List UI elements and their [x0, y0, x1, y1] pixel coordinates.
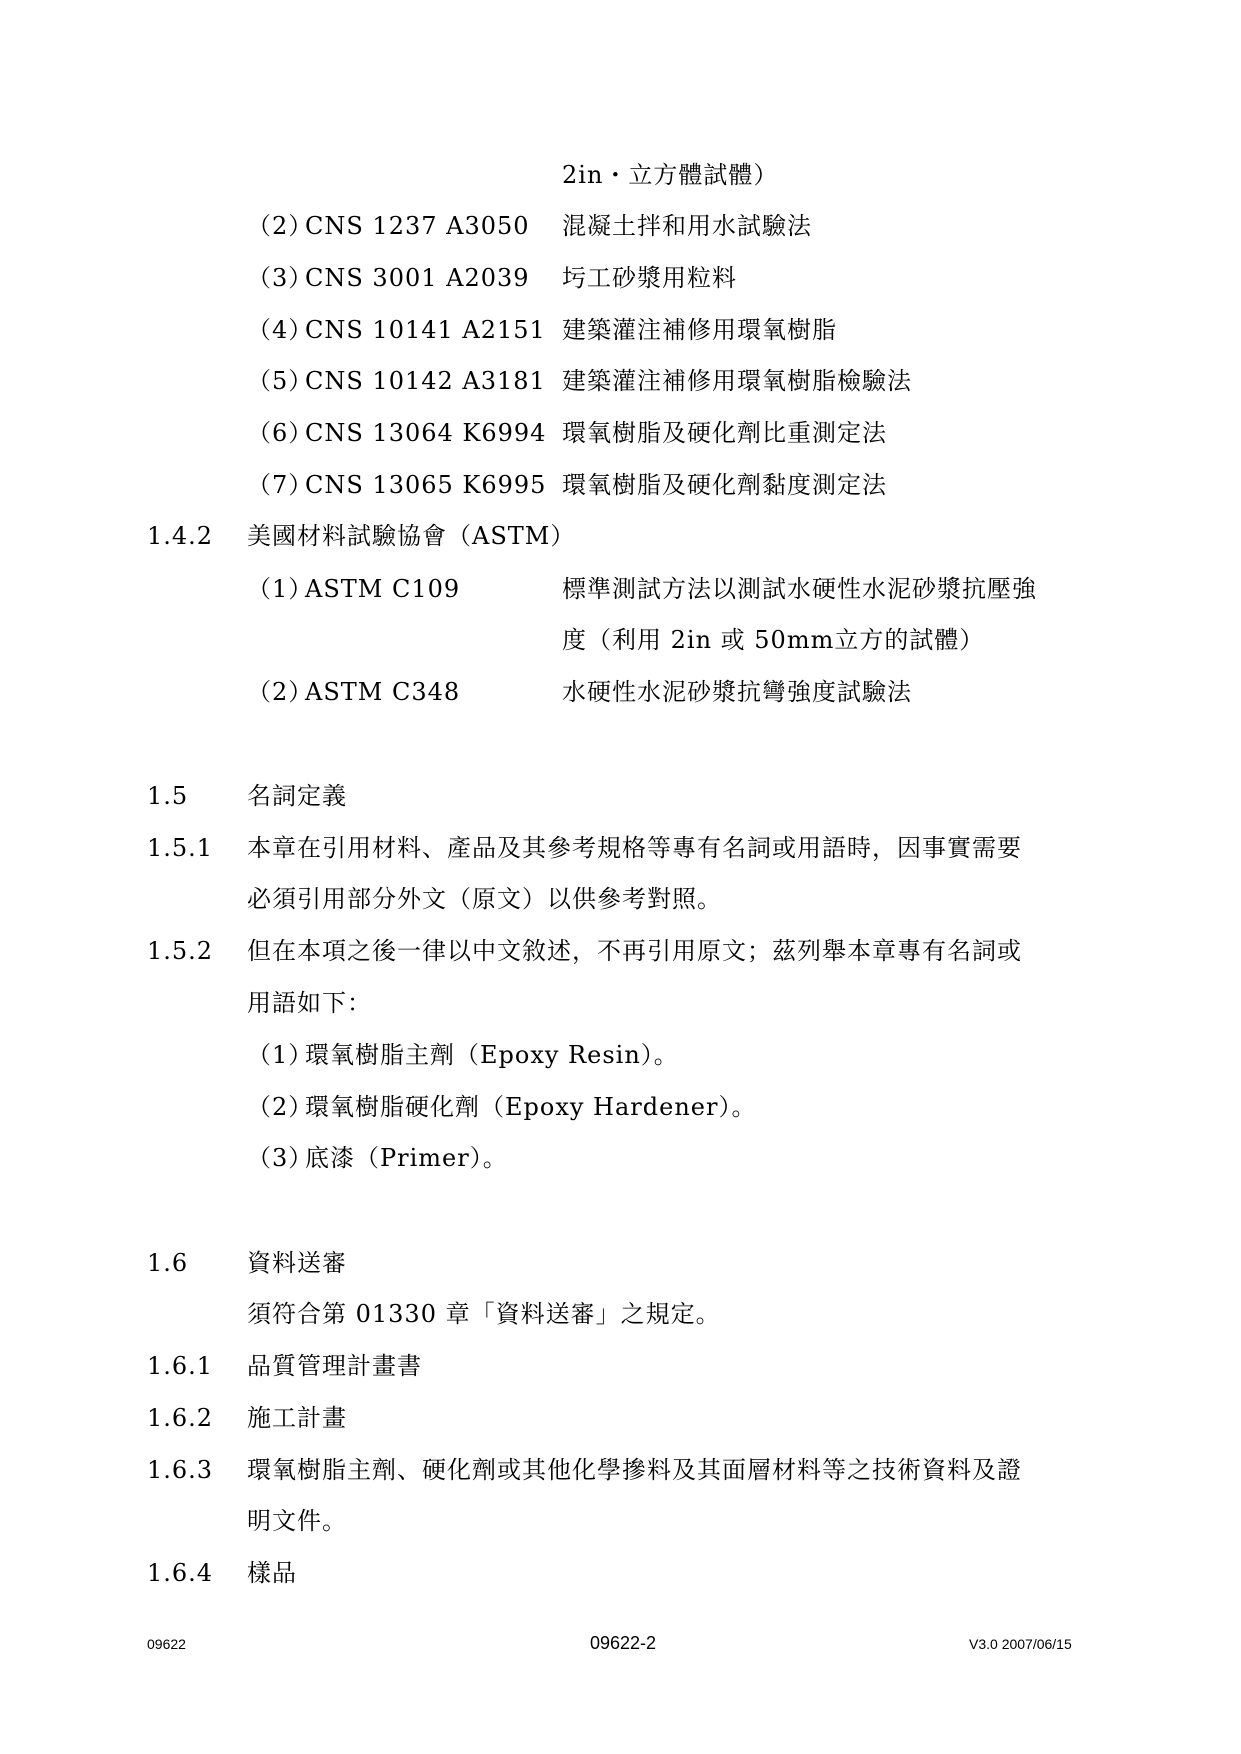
astm-item-code: ASTM C348 — [305, 678, 461, 706]
footer-doc-code: 09622 — [147, 1636, 186, 1652]
paragraph-line: 本章在引用材料、產品及其參考規格等專有名詞或用語時，因事實需要 — [247, 834, 1022, 862]
cns-item-num: （2） — [247, 212, 314, 240]
cns-item-code: CNS 3001 A2039 — [305, 264, 530, 292]
section-number: 1.6.1 — [147, 1352, 214, 1380]
section-number: 1.6.2 — [147, 1404, 214, 1432]
term-text: 底漆（Primer）。 — [305, 1144, 508, 1172]
term-num: （1） — [247, 1041, 314, 1069]
term-text: 環氧樹脂主劑（Epoxy Resin）。 — [305, 1041, 679, 1069]
term-num: （2） — [247, 1093, 314, 1121]
paragraph-line: 須符合第 01330 章「資料送審」之規定。 — [247, 1300, 721, 1328]
paragraph-line: 必須引用部分外文（原文）以供參考對照。 — [247, 885, 722, 913]
cns-item-desc: 建築灌注補修用環氧樹脂檢驗法 — [562, 367, 912, 395]
cns-item-num: （6） — [247, 419, 314, 447]
section-number: 1.6.3 — [147, 1456, 214, 1484]
section-title: 品質管理計畫書 — [247, 1352, 422, 1380]
cns-item-code: CNS 10142 A3181 — [305, 367, 546, 395]
cns-item-num: （5） — [247, 367, 314, 395]
section-title: 美國材料試驗協會（ASTM） — [247, 522, 576, 550]
footer-version: V3.0 2007/06/15 — [969, 1636, 1072, 1652]
cns-item-code: CNS 13064 K6994 — [305, 419, 547, 447]
section-number: 1.5.2 — [147, 937, 214, 965]
section-title: 施工計畫 — [247, 1404, 347, 1432]
astm-item-code: ASTM C109 — [305, 575, 461, 603]
astm-item-num: （2） — [247, 678, 314, 706]
section-number: 1.5 — [147, 782, 189, 810]
cns-item-desc: 混凝土拌和用水試驗法 — [562, 212, 812, 240]
cns-item-desc: 環氧樹脂及硬化劑比重測定法 — [562, 419, 887, 447]
astm-item-num: （1） — [247, 575, 314, 603]
paragraph-line: 明文件。 — [247, 1507, 347, 1535]
term-text: 環氧樹脂硬化劑（Epoxy Hardener）。 — [305, 1093, 757, 1121]
cns-item-num: （3） — [247, 264, 314, 292]
section-number: 1.6.4 — [147, 1559, 214, 1587]
section-number: 1.4.2 — [147, 522, 214, 550]
cns-item-code: CNS 10141 A2151 — [305, 316, 546, 344]
section-title: 樣品 — [247, 1559, 297, 1587]
paragraph-line: 環氧樹脂主劑、硬化劑或其他化學摻料及其面層材料等之技術資料及證 — [247, 1456, 1022, 1484]
cns-item-num: （7） — [247, 471, 314, 499]
cns-item-code: CNS 1237 A3050 — [305, 212, 530, 240]
astm-item-desc-cont: 度（利用 2in 或 50mm立方的試體） — [562, 626, 985, 654]
paragraph-line: 但在本項之後一律以中文敘述，不再引用原文；茲列舉本章專有名詞或 — [247, 937, 1022, 965]
term-num: （3） — [247, 1144, 314, 1172]
cns-item-desc: 圬工砂漿用粒料 — [562, 264, 737, 292]
paragraph-line: 用語如下： — [247, 989, 372, 1017]
astm-item-desc: 水硬性水泥砂漿抗彎強度試驗法 — [562, 678, 912, 706]
continuation-line: 2in・立方體試體） — [562, 161, 779, 189]
footer-page-number: 09622-2 — [590, 1633, 657, 1653]
section-title: 名詞定義 — [247, 782, 347, 810]
cns-item-num: （4） — [247, 316, 314, 344]
section-title: 資料送審 — [247, 1249, 347, 1277]
section-number: 1.5.1 — [147, 834, 214, 862]
astm-item-desc: 標準測試方法以測試水硬性水泥砂漿抗壓強 — [562, 575, 1037, 603]
section-number: 1.6 — [147, 1249, 189, 1277]
cns-item-code: CNS 13065 K6995 — [305, 471, 547, 499]
cns-item-desc: 環氧樹脂及硬化劑黏度測定法 — [562, 471, 887, 499]
cns-item-desc: 建築灌注補修用環氧樹脂 — [562, 316, 837, 344]
